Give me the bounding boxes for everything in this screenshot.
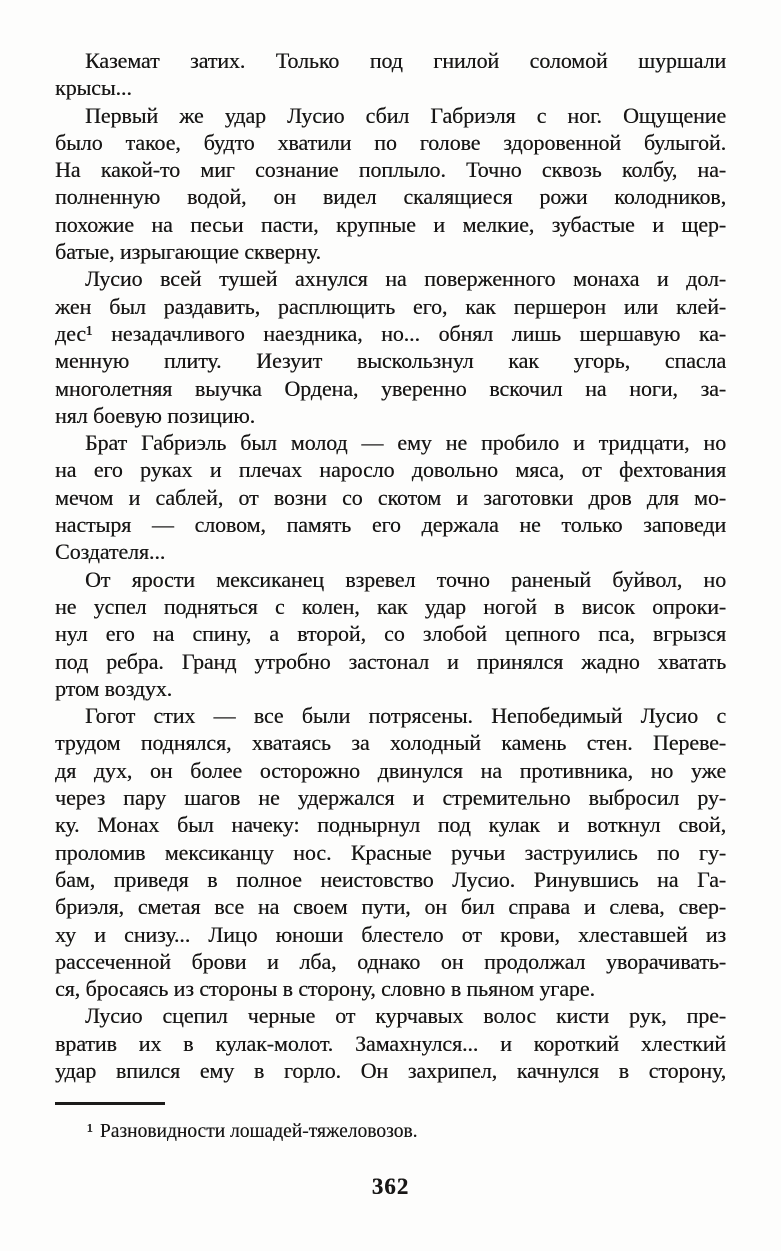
paragraph xyxy=(55,1002,726,1084)
text-line: трудом поднялся, хватаясь за холодный камень стен. Переве- xyxy=(55,730,726,756)
text-line: Гогот стих — все были потрясены. Непобедимый Лусио с xyxy=(85,703,726,729)
text-line: настыря — словом, память его держала не только заповеди xyxy=(55,512,726,538)
text-line: вратив их в кулак-молот. Замахнулся... и короткий хлесткий xyxy=(55,1030,726,1056)
text-line: Лусио сцепил черные от курчавых волос кисти рук, пре- xyxy=(85,1003,726,1029)
footnote-entry xyxy=(55,1120,726,1144)
text-line: не успел подняться с колен, как удар ногой в висок опроки- xyxy=(55,593,726,619)
footnote-marker: ¹ xyxy=(87,1121,93,1142)
text-line: многолетняя выучка Ордена, уверенно вскочил на ноги, за- xyxy=(55,375,726,401)
paragraph xyxy=(55,102,726,266)
text-line: удар впился ему в горло. Он захрипел, качнулся в сторону, xyxy=(55,1057,726,1083)
text-line: Лусио всей тушей ахнулся на поверженного монаха и дол- xyxy=(85,266,726,292)
page-number: 362 xyxy=(371,1174,410,1199)
text-line: мечом и саблей, от возни со скотом и заготовки дров для мо- xyxy=(55,484,726,510)
text-line: дя дух, он более осторожно двинулся на противника, но уже xyxy=(55,757,726,783)
text-line: бриэля, сметая все на своем пути, он бил справа и слева, свер- xyxy=(55,894,726,920)
text-line: проломив мексиканцу нос. Красные ручьи заструились по гу- xyxy=(55,839,726,865)
text-line: было такое, будто хватили по голове здоровенной булыгой. xyxy=(55,129,726,155)
text-line: нял боевую позицию. xyxy=(55,402,255,428)
footnote-divider xyxy=(55,1102,165,1105)
text-line: полненную водой, он видел скалящиеся рожи колодников, xyxy=(55,184,726,210)
text-line: через пару шагов не удержался и стремительно выбросил ру- xyxy=(55,785,726,811)
paragraph xyxy=(55,566,726,702)
text-line: От ярости мексиканец взревел точно раненый буйвол, но xyxy=(85,566,726,592)
text-line: ся, бросаясь из стороны в сторону, словно в пьяном угаре. xyxy=(55,976,595,1002)
text-line: батые, изрыгающие скверну. xyxy=(55,239,321,265)
text-line: дес¹ незадачливого наездника, но... обнял лишь шершавую ка- xyxy=(55,320,726,346)
paragraph xyxy=(55,702,726,1002)
text-line: рассеченной брови и лба, однако он продолжал уворачивать- xyxy=(55,948,726,974)
text-line: жен был раздавить, расплющить его, как першерон или клей- xyxy=(55,293,726,319)
text-line: похожие на песьи пасти, крупные и мелкие, зубастые и щер- xyxy=(55,211,726,237)
text-line: Создателя... xyxy=(55,539,166,565)
text-line: ртом воздух. xyxy=(55,675,173,701)
text-line: ку. Монах был начеку: поднырнул под кулак и воткнул свой, xyxy=(55,812,726,838)
text-line: ху и снизу... Лицо юноши блестело от крови, хлеставшей из xyxy=(55,921,726,947)
text-line: под ребра. Гранд утробно застонал и принялся жадно хватать xyxy=(55,648,726,674)
footnote xyxy=(55,1102,726,1144)
text-line: бам, приведя в полное неистовство Лусио. Ринувшись на Га- xyxy=(55,866,726,892)
text-line: нул его на спину, а второй, со злобой цепного пса, вгрызся xyxy=(55,621,726,647)
text-line: На какой-то миг сознание поплыло. Точно сквозь колбу, на- xyxy=(55,157,726,183)
page-text xyxy=(55,47,726,1084)
text-line: Брат Габриэль был молод — ему не пробило и тридцати, но xyxy=(85,430,726,456)
paragraph xyxy=(55,47,726,102)
text-line: менную плиту. Иезуит выскользнул как угорь, спасла xyxy=(55,348,726,374)
text-line: Каземат затих. Только под гнилой соломой шуршали xyxy=(85,48,726,73)
paragraph xyxy=(55,429,726,565)
text-line: на его руках и плечах наросло довольно мяса, от фехтования xyxy=(55,457,726,483)
paragraph xyxy=(55,265,726,429)
footnote-text: Разновидности лошадей-тяжеловозов. xyxy=(99,1121,418,1142)
text-line: крысы... xyxy=(55,75,132,101)
text-line: Первый же удар Лусио сбил Габриэля с ног. Ощущение xyxy=(85,102,726,128)
